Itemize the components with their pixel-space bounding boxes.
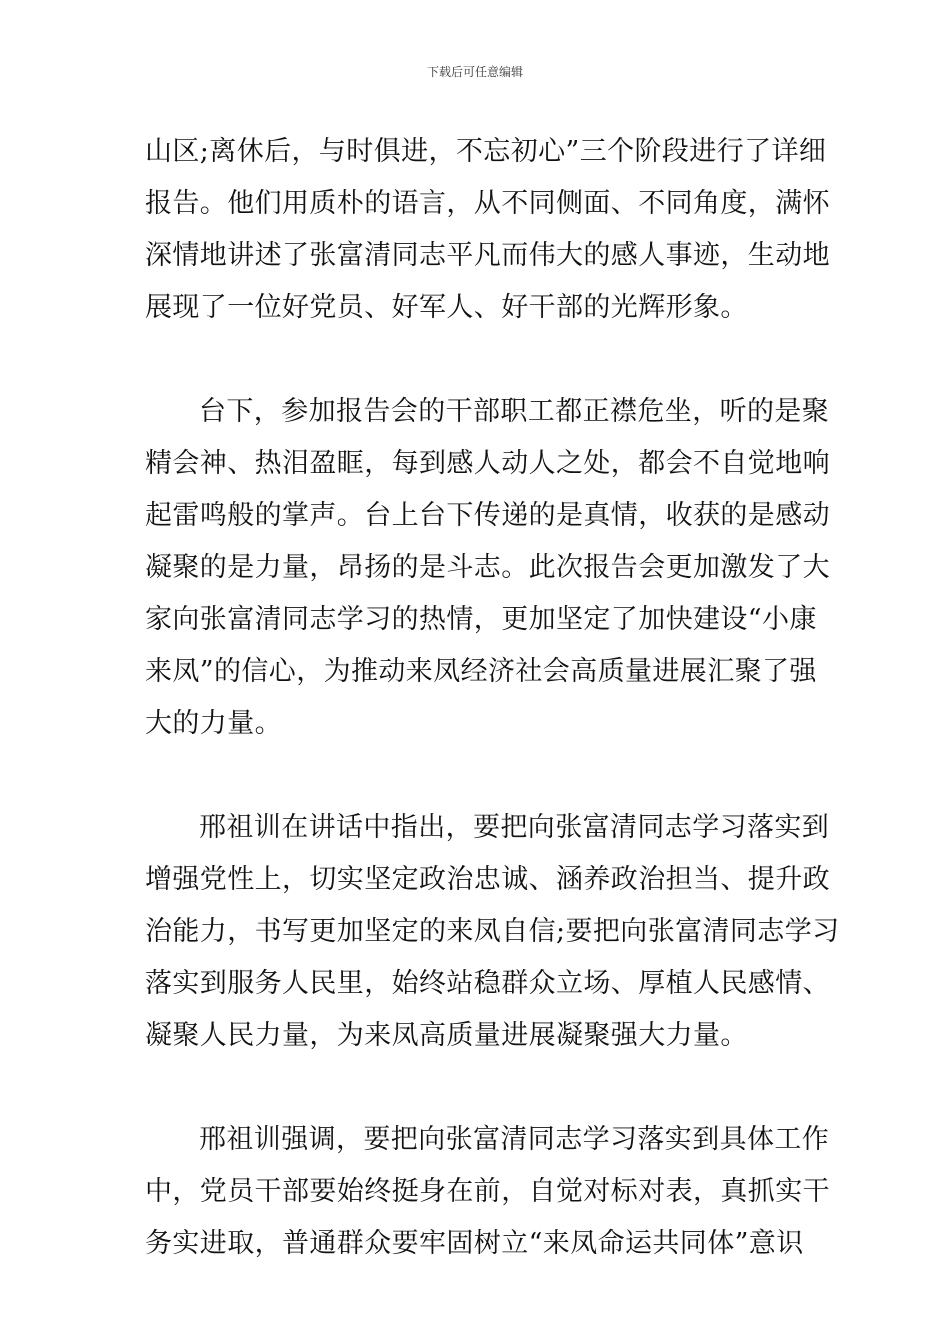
text-line: 邢祖训强调，要把向张富清同志学习落实到具体工作 [199,1124,830,1155]
text-line: 精会神、热泪盈眶，每到感人动人之处，都会不自觉地响 [145,448,830,479]
text-line: 报告。他们用质朴的语言，从不同侧面、不同角度，满怀 [145,188,830,219]
header-note: 下载后可任意编辑 [426,65,523,79]
text-line: 凝聚的是力量，昂扬的是斗志。此次报告会更加激发了大 [145,552,830,583]
text-line: 增强党性上，切实坚定政治忠诚、涵养政治担当、提升政 [145,864,830,895]
text-line: 深情地讲述了张富清同志平凡而伟大的感人事迹，生动地 [145,240,830,271]
text-line: 台下，参加报告会的干部职工都正襟危坐，听的是聚 [199,396,830,427]
paragraph-gap [145,1062,807,1114]
paragraph-gap [145,750,807,802]
paragraph-2 [145,386,830,750]
text-line: 治能力，书写更加坚定的来凤自信;要把向张富清同志学习 [145,916,840,947]
text-line: 务实进取，普通群众要牢固树立“来凤命运共同体”意识 [145,1228,804,1259]
paragraph-3 [145,802,840,1062]
text-line: 凝聚人民力量，为来凤高质量进展凝聚强大力量。 [145,1020,748,1051]
text-line: 邢祖训在讲话中指出，要把向张富清同志学习落实到 [199,812,830,843]
text-line: 家向张富清同志学习的热情，更加坚定了加快建设“小康 [145,604,817,635]
text-line: 大的力量。 [145,708,282,739]
paragraph-1 [145,126,830,334]
body-text [145,126,840,1270]
text-line: 起雷鸣般的掌声。台上台下传递的是真情，收获的是感动 [145,500,830,531]
paragraph-gap [145,334,807,386]
text-line: 山区;离休后，与时俱进，不忘初心”三个阶段进行了详细 [145,136,827,167]
text-line: 来凤”的信心，为推动来凤经济社会高质量进展汇聚了强 [145,656,817,687]
text-line: 中，党员干部要始终挺身在前，自觉对标对表，真抓实干 [145,1176,830,1207]
text-line: 展现了一位好党员、好军人、好干部的光辉形象。 [145,292,748,323]
text-line: 落实到服务人民里，始终站稳群众立场、厚植人民感情、 [145,968,830,999]
paragraph-4 [145,1114,830,1270]
